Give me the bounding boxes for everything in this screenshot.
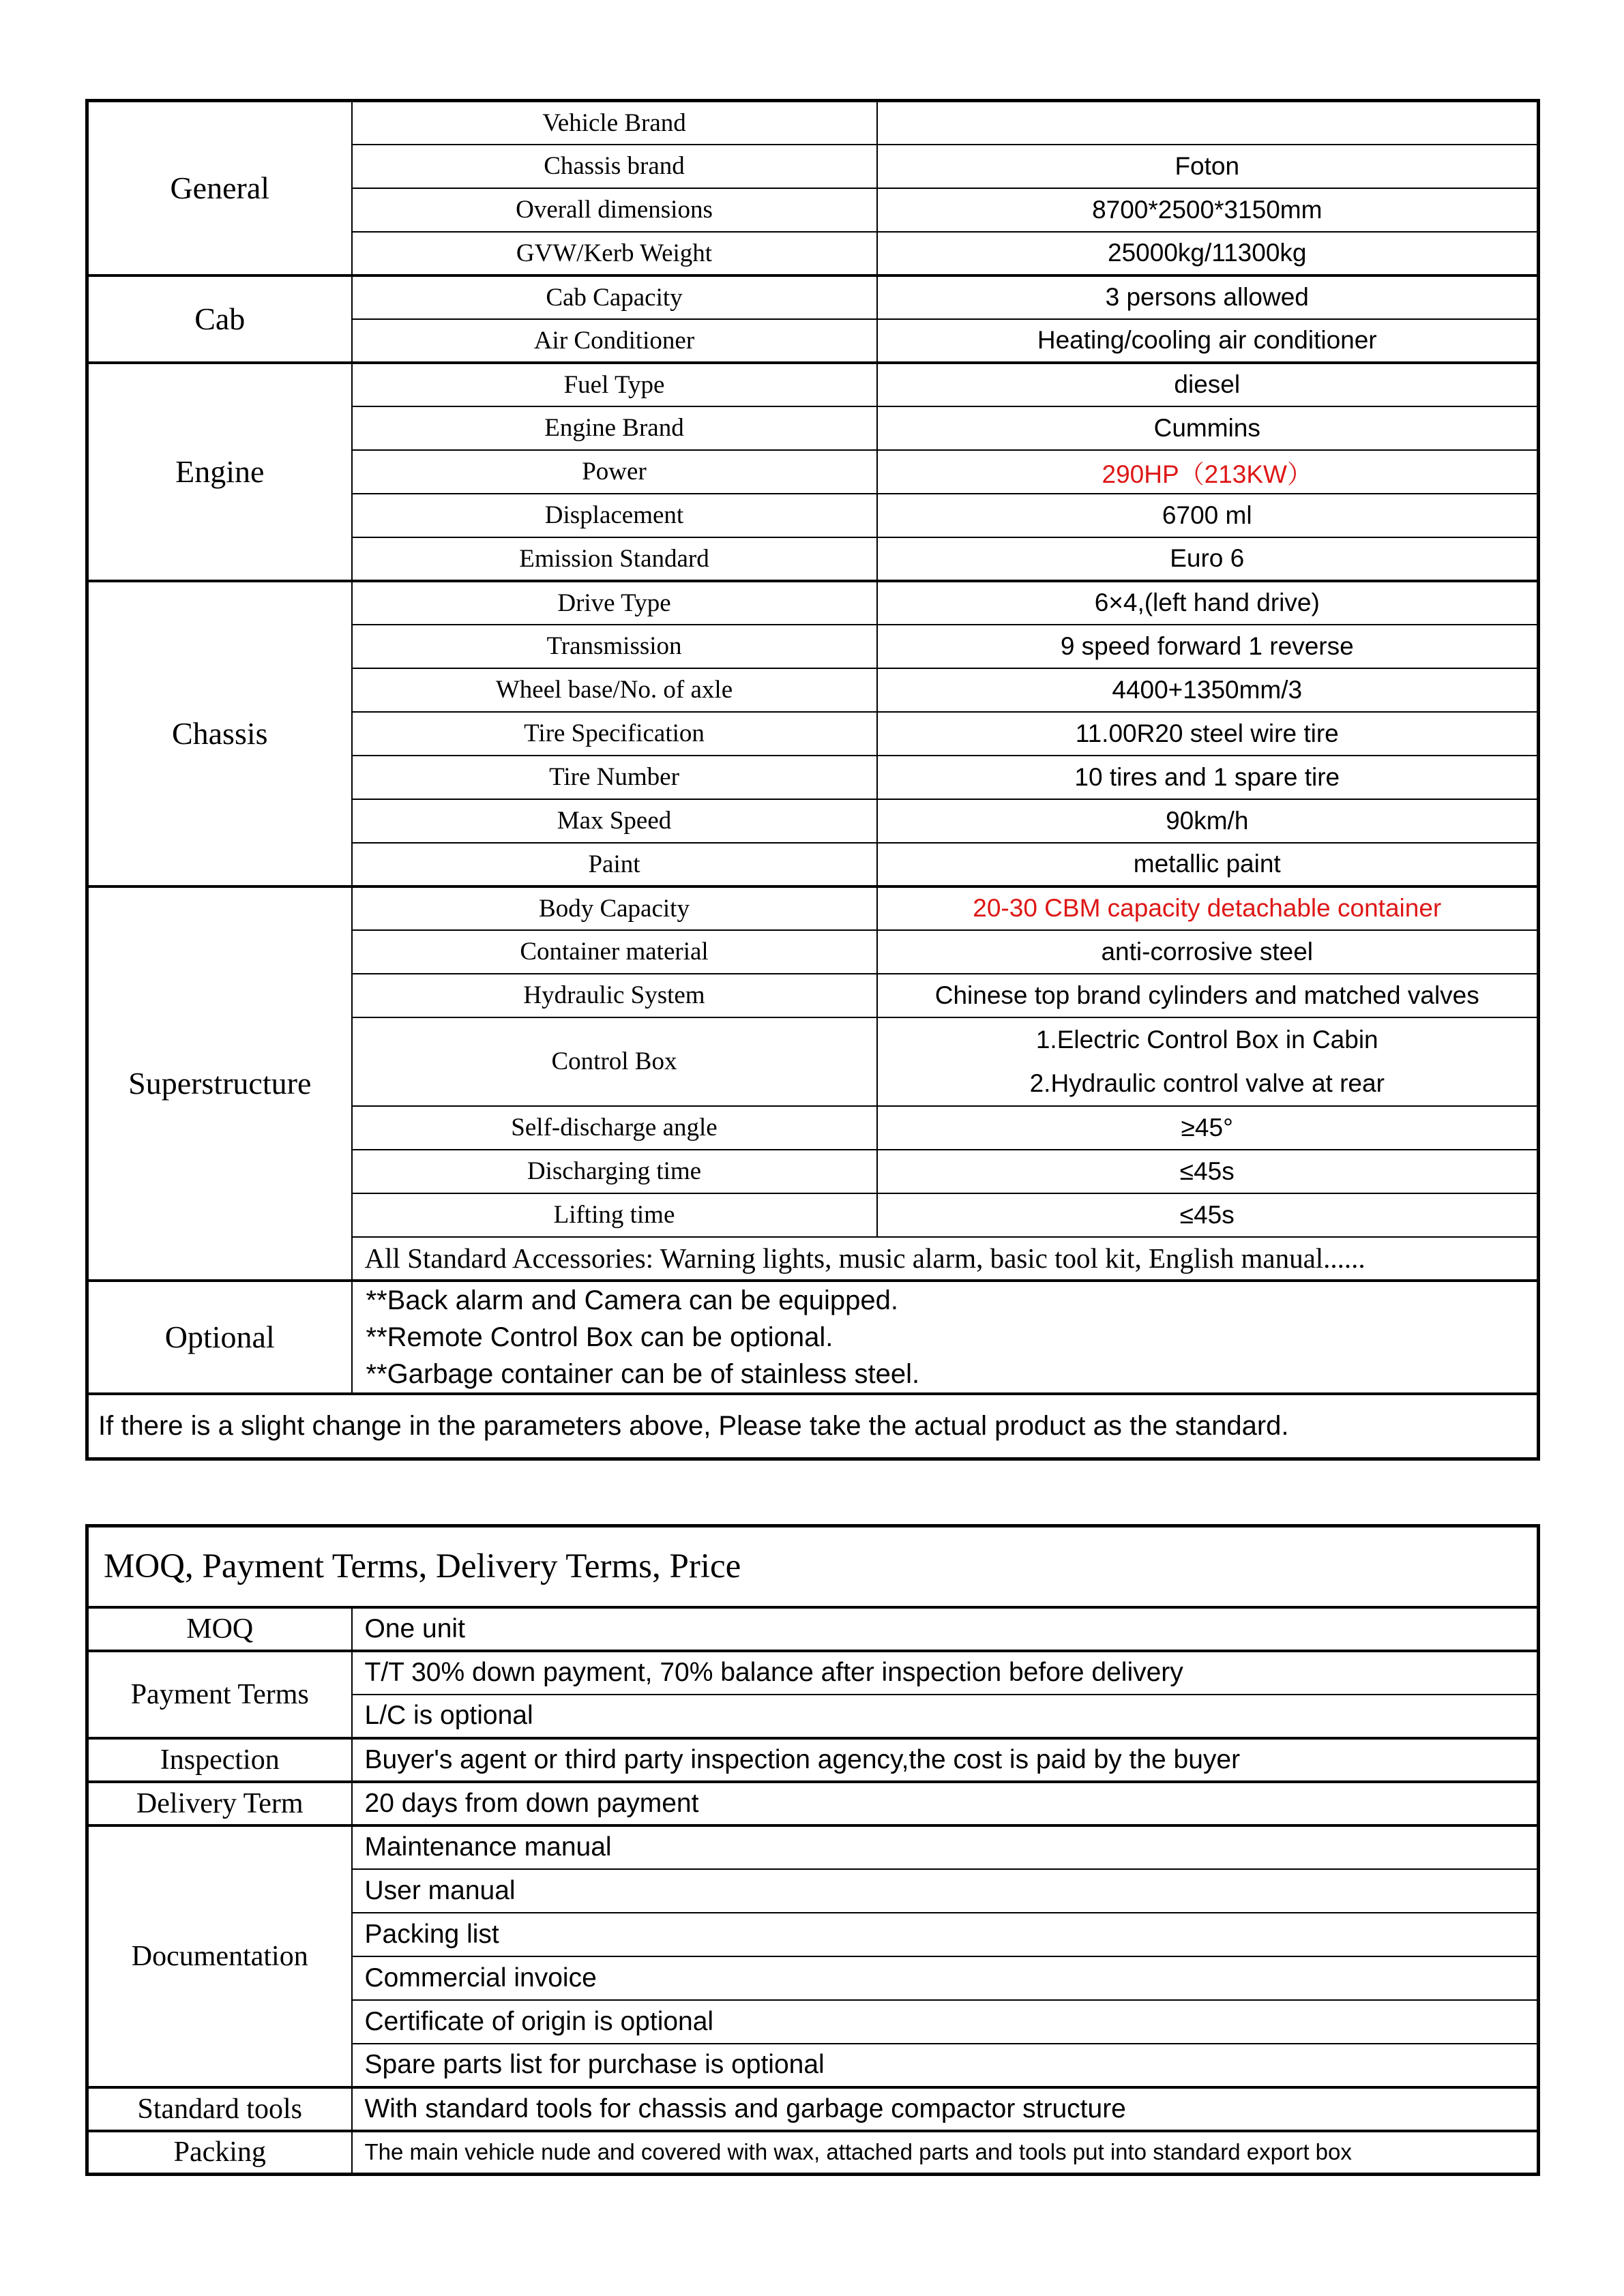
- spec-value-lifting-time: ≤45s: [877, 1193, 1539, 1237]
- terms-value-payment-tt: T/T 30% down payment, 70% balance after inspection before delivery: [352, 1651, 1539, 1695]
- spec-value-hydraulic-system: Chinese top brand cylinders and matched valves: [877, 974, 1539, 1017]
- spec-label-wheel-base: Wheel base/No. of axle: [352, 668, 877, 712]
- spec-value-drive-type: 6×4,(left hand drive): [877, 581, 1539, 625]
- section-label-engine: Engine: [87, 363, 352, 581]
- optional-notes-cell: [352, 1281, 1539, 1394]
- spec-value-max-speed: 90km/h: [877, 799, 1539, 843]
- terms-value-inspection: Buyer's agent or third party inspection agency,the cost is paid by the buyer: [352, 1738, 1539, 1782]
- terms-value-doc-spare-parts-list: Spare parts list for purchase is optional: [352, 2044, 1539, 2087]
- section-label-chassis: Chassis: [87, 581, 352, 886]
- terms-label-packing: Packing: [87, 2131, 352, 2175]
- spec-label-power: Power: [352, 450, 877, 494]
- spec-label-gvw-kerb-weight: GVW/Kerb Weight: [352, 232, 877, 275]
- optional-note-3: **Garbage container can be of stainless steel.: [366, 1358, 920, 1389]
- spec-value-paint: metallic paint: [877, 843, 1539, 886]
- spec-value-engine-brand: Cummins: [877, 406, 1539, 450]
- spec-label-body-capacity: Body Capacity: [352, 886, 877, 930]
- terms-table: [85, 1524, 1540, 2176]
- terms-value-doc-commercial-invoice: Commercial invoice: [352, 1956, 1539, 2000]
- spec-label-tire-number: Tire Number: [352, 756, 877, 799]
- spec-value-self-discharge-angle: ≥45°: [877, 1106, 1539, 1150]
- section-label-optional: Optional: [87, 1281, 352, 1394]
- spec-table-container: [85, 99, 1540, 1461]
- spec-label-emission-standard: Emission Standard: [352, 537, 877, 581]
- spec-label-drive-type: Drive Type: [352, 581, 877, 625]
- terms-value-delivery-term: 20 days from down payment: [352, 1782, 1539, 1825]
- optional-note-1: **Back alarm and Camera can be equipped.: [366, 1285, 898, 1315]
- terms-label-documentation: Documentation: [87, 1825, 352, 2087]
- disclaimer-note: If there is a slight change in the parameters above, Please take the actual product as the standard.: [87, 1394, 1539, 1459]
- spec-value-air-conditioner: Heating/cooling air conditioner: [877, 319, 1539, 363]
- spec-value-chassis-brand: Foton: [877, 145, 1539, 188]
- terms-value-moq: One unit: [352, 1607, 1539, 1651]
- terms-value-doc-user-manual: User manual: [352, 1869, 1539, 1913]
- spec-label-paint: Paint: [352, 843, 877, 886]
- spec-label-transmission: Transmission: [352, 625, 877, 668]
- optional-note-2: **Remote Control Box can be optional.: [366, 1322, 833, 1352]
- terms-value-payment-lc: L/C is optional: [352, 1695, 1539, 1738]
- spec-value-transmission: 9 speed forward 1 reverse: [877, 625, 1539, 668]
- terms-value-doc-certificate-of-origin: Certificate of origin is optional: [352, 2000, 1539, 2044]
- spec-label-self-discharge-angle: Self-discharge angle: [352, 1106, 877, 1150]
- spec-label-discharging-time: Discharging time: [352, 1150, 877, 1193]
- spec-label-overall-dimensions: Overall dimensions: [352, 188, 877, 232]
- spec-value-gvw-kerb-weight: 25000kg/11300kg: [877, 232, 1539, 275]
- spec-label-vehicle-brand: Vehicle Brand: [352, 101, 877, 145]
- standard-accessories-note: All Standard Accessories: Warning lights, music alarm, basic tool kit, English manual......: [352, 1237, 1539, 1281]
- terms-label-moq: MOQ: [87, 1607, 352, 1651]
- spec-value-fuel-type: diesel: [877, 363, 1539, 406]
- spec-value-wheel-base: 4400+1350mm/3: [877, 668, 1539, 712]
- spec-label-cab-capacity: Cab Capacity: [352, 275, 877, 319]
- spec-value-body-capacity: 20-30 CBM capacity detachable container: [877, 886, 1539, 930]
- spec-value-emission-standard: Euro 6: [877, 537, 1539, 581]
- terms-value-doc-packing-list: Packing list: [352, 1913, 1539, 1956]
- terms-label-payment-terms: Payment Terms: [87, 1651, 352, 1738]
- spec-value-control-box: [877, 1017, 1539, 1106]
- spec-label-container-material: Container material: [352, 930, 877, 974]
- terms-value-doc-maintenance-manual: Maintenance manual: [352, 1825, 1539, 1869]
- spec-label-chassis-brand: Chassis brand: [352, 145, 877, 188]
- spec-table: [85, 99, 1540, 1461]
- spec-value-cab-capacity: 3 persons allowed: [877, 275, 1539, 319]
- spec-label-air-conditioner: Air Conditioner: [352, 319, 877, 363]
- terms-table-title: MOQ, Payment Terms, Delivery Terms, Price: [87, 1526, 1539, 1607]
- spec-label-control-box: Control Box: [352, 1017, 877, 1106]
- control-box-line-2: 2.Hydraulic control valve at rear: [1029, 1069, 1385, 1097]
- section-label-cab: Cab: [87, 275, 352, 363]
- spec-value-displacement: 6700 ml: [877, 494, 1539, 537]
- section-label-general: General: [87, 101, 352, 275]
- terms-value-packing: The main vehicle nude and covered with wax, attached parts and tools put into standard export box: [352, 2131, 1539, 2175]
- spec-value-container-material: anti-corrosive steel: [877, 930, 1539, 974]
- spec-value-tire-specification: 11.00R20 steel wire tire: [877, 712, 1539, 756]
- spec-value-tire-number: 10 tires and 1 spare tire: [877, 756, 1539, 799]
- spec-label-fuel-type: Fuel Type: [352, 363, 877, 406]
- spec-label-engine-brand: Engine Brand: [352, 406, 877, 450]
- section-label-superstructure: Superstructure: [87, 886, 352, 1281]
- terms-table-container: [85, 1524, 1540, 2176]
- control-box-line-1: 1.Electric Control Box in Cabin: [1035, 1025, 1378, 1054]
- spec-label-hydraulic-system: Hydraulic System: [352, 974, 877, 1017]
- terms-value-standard-tools: With standard tools for chassis and garbage compactor structure: [352, 2087, 1539, 2131]
- spec-value-overall-dimensions: 8700*2500*3150mm: [877, 188, 1539, 232]
- terms-label-standard-tools: Standard tools: [87, 2087, 352, 2131]
- spec-value-vehicle-brand: [877, 101, 1539, 145]
- spec-value-power: 290HP（213KW）: [877, 450, 1539, 494]
- terms-label-delivery-term: Delivery Term: [87, 1782, 352, 1825]
- terms-label-inspection: Inspection: [87, 1738, 352, 1782]
- spec-value-discharging-time: ≤45s: [877, 1150, 1539, 1193]
- spec-label-tire-specification: Tire Specification: [352, 712, 877, 756]
- spec-label-lifting-time: Lifting time: [352, 1193, 877, 1237]
- spec-label-max-speed: Max Speed: [352, 799, 877, 843]
- spec-label-displacement: Displacement: [352, 494, 877, 537]
